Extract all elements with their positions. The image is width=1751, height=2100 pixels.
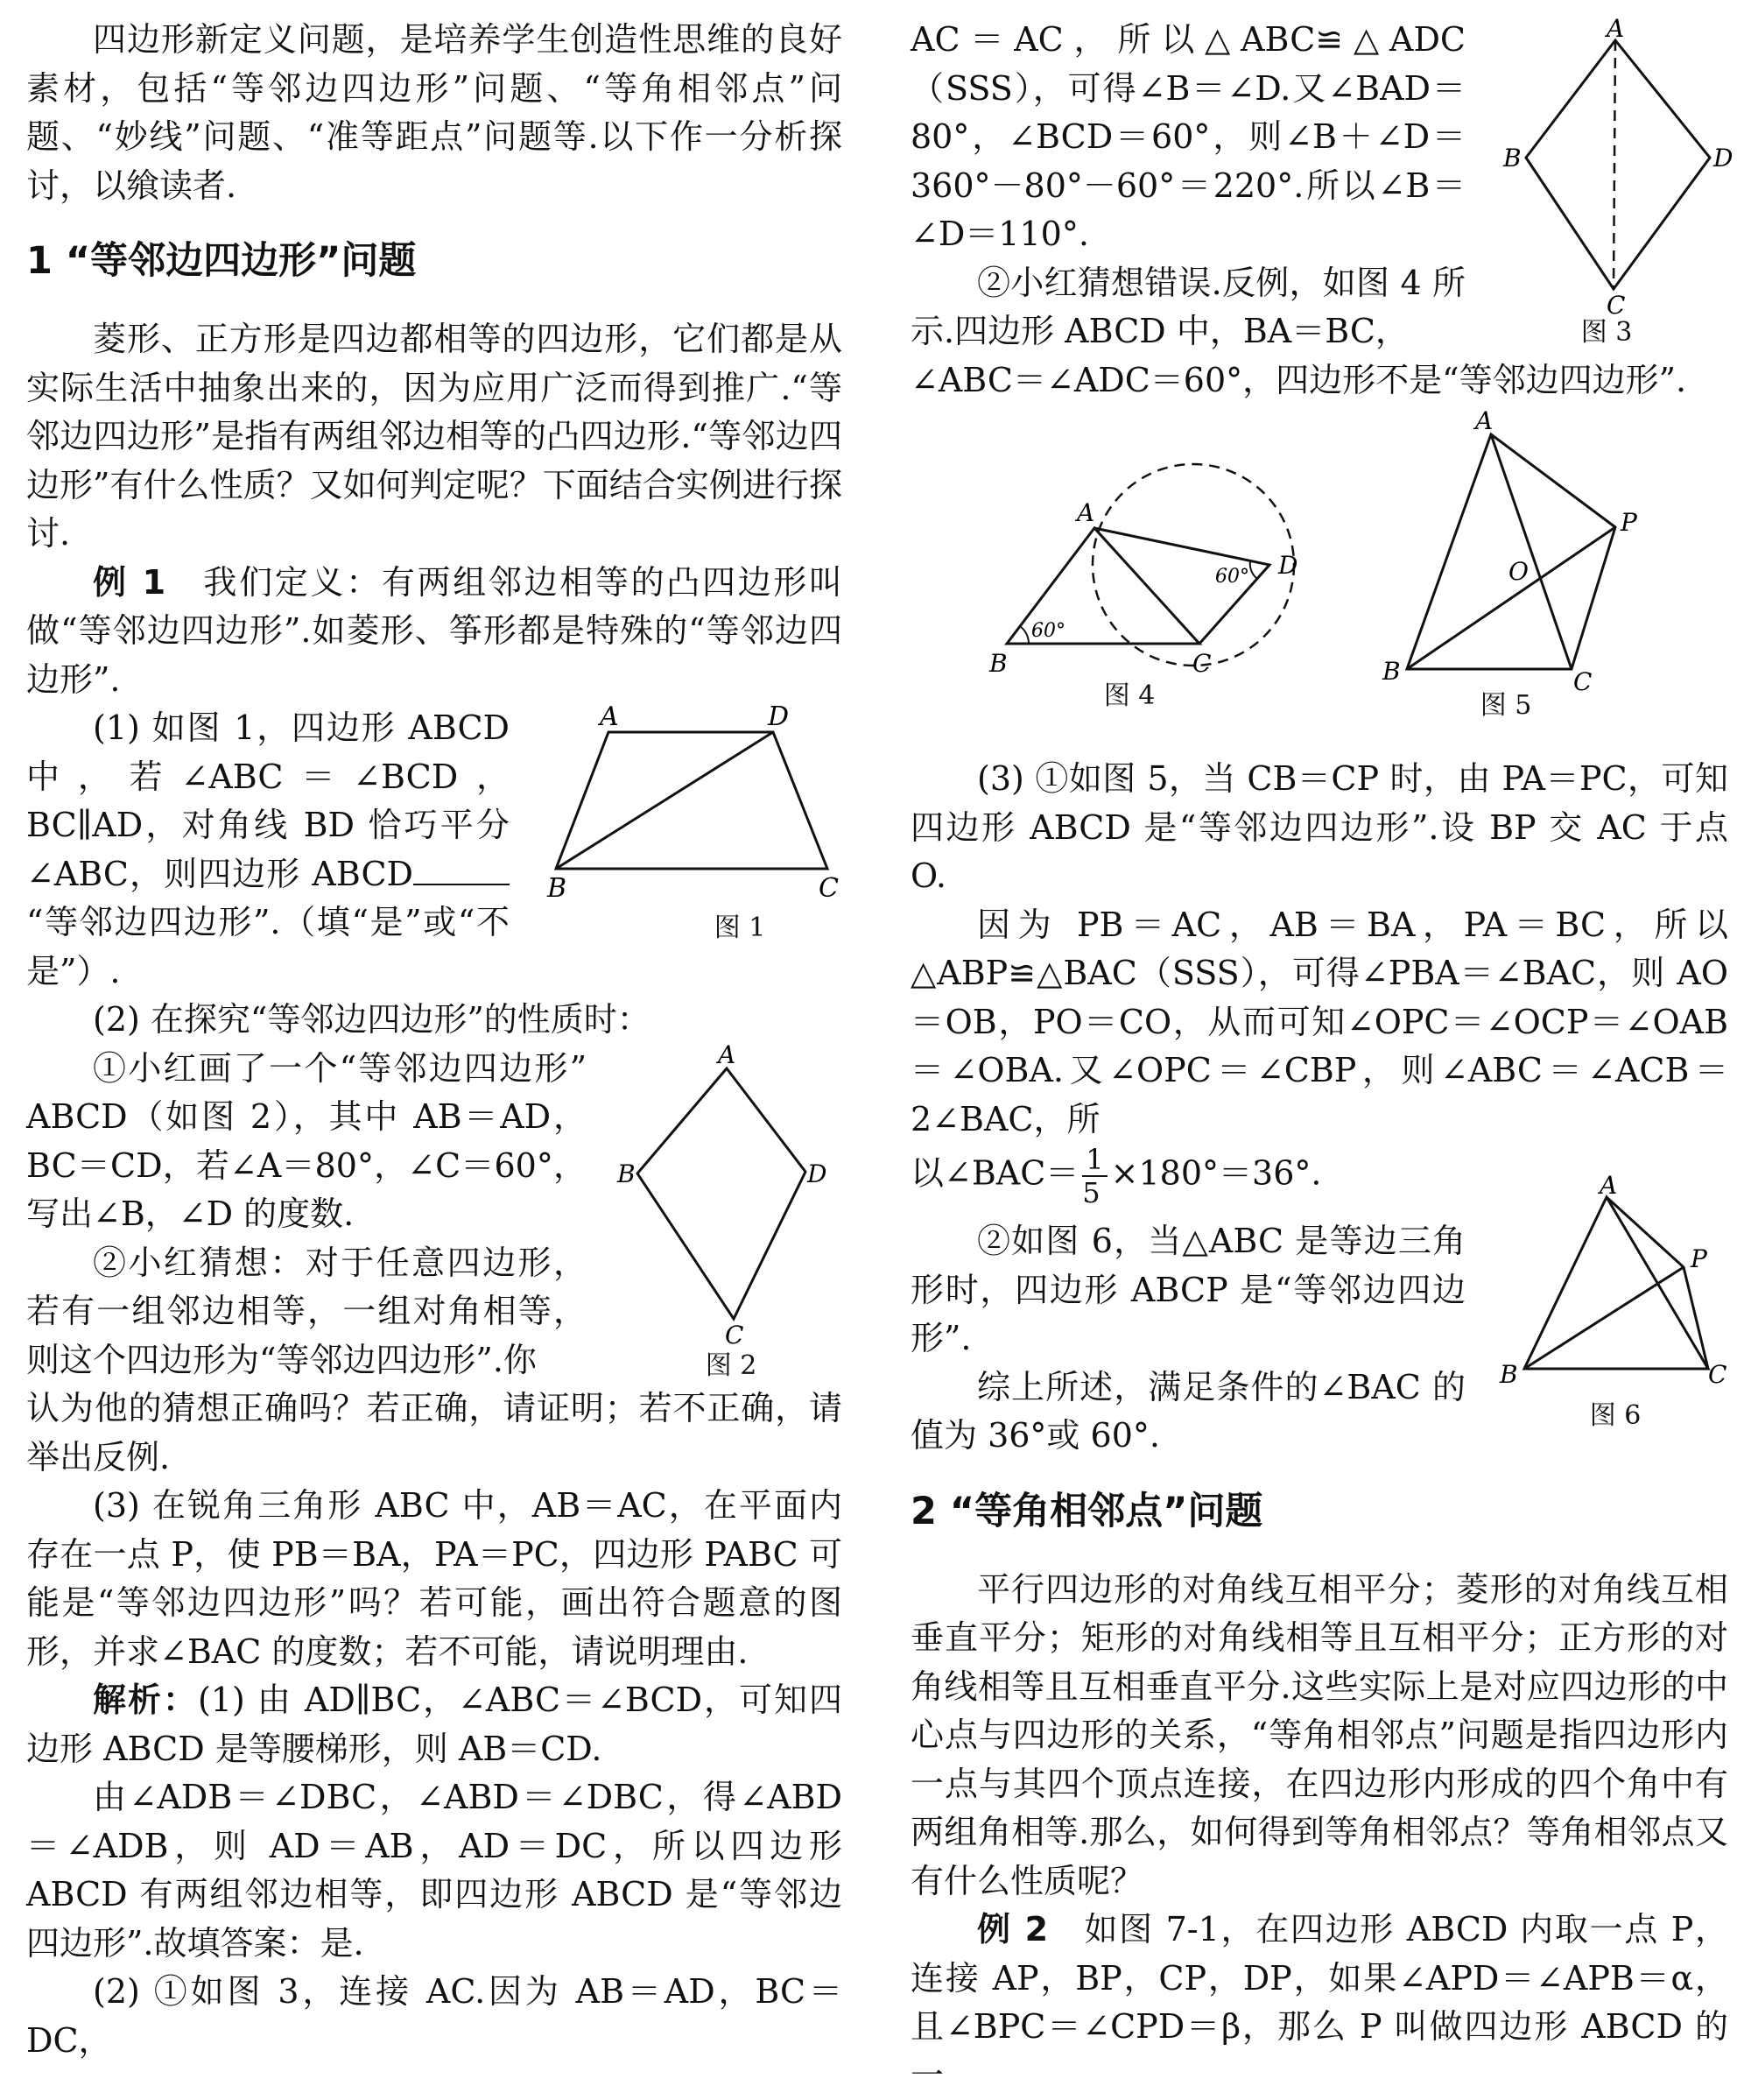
- fig4-angle-d: 60°: [1215, 566, 1249, 588]
- figure-1: [538, 701, 906, 944]
- figure-2-caption: 图 2: [705, 1350, 757, 1381]
- figure-3-diagram: [1501, 14, 1738, 320]
- counterexample-text-cont: ∠ABC＝∠ADC＝60°，四边形不是“等邻边四边形”.: [911, 360, 1687, 399]
- fig5-label-a: A: [1475, 406, 1494, 435]
- figure-5-diagram: [1379, 406, 1642, 696]
- figure-3: [1501, 14, 1738, 349]
- question-2-part-2-cont: 认为他的猜想正确吗？若正确，请证明；若不正确，请举出反例.: [26, 1389, 842, 1476]
- question-1: [26, 704, 510, 996]
- fraction: [1082, 1144, 1107, 1209]
- figure-6: [1493, 1171, 1738, 1432]
- figure-6-diagram: [1493, 1171, 1729, 1389]
- figure-5-caption: 图 5: [1480, 690, 1532, 721]
- solution-label: 解析：: [93, 1681, 198, 1719]
- fig5-label-c: C: [1573, 667, 1593, 696]
- figure-4-caption: 图 4: [1103, 680, 1156, 711]
- summary-text: 综上所述，满足条件的∠BAC 的值为 36°或 60°.: [911, 1367, 1466, 1455]
- fig1-label-a: A: [600, 701, 619, 732]
- fig2-label-d: D: [807, 1159, 827, 1188]
- fig5-label-o: O: [1508, 557, 1529, 586]
- figure-6-caption: 图 6: [1589, 1400, 1642, 1431]
- fig2-label-a: A: [718, 1040, 736, 1069]
- question-3: (3) 在锐角三角形 ABC 中，AB＝AC，在平面内存在一点 P，使 PB＝BA，PA＝PC，四边形 PABC 可能是“等邻边四边形”吗？若可能，画出符合题意的图形，并求∠BAC 的度数；若不可能，请说明理由.: [26, 1486, 842, 1671]
- fraction-denominator: 5: [1082, 1176, 1101, 1209]
- fig6-label-b: B: [1500, 1360, 1518, 1389]
- example-2-label: 例 2: [977, 1910, 1049, 1948]
- section-2-heading: 2 “等角相邻点”问题: [911, 1489, 1263, 1533]
- example-2-statement: [911, 1906, 1728, 2100]
- solution-2: 由∠ADB＝∠DBC，∠ABD＝∠DBC，得∠ABD＝∠ADB，则 AD＝AB，AD＝DC，所以四边形 ABCD 有两组邻边相等，即四边形 ABCD 是“等邻边四边形”.故填答案：是.: [26, 1778, 842, 1963]
- fig4-label-d: D: [1278, 551, 1298, 580]
- question-2-part-2: ②小红猜想：对于任意四边形，若有一组邻边相等，一组对角相等，则这个四边形为“等邻边四边形”.你: [26, 1243, 587, 1379]
- question-2: (2) 在探究“等邻边四边形”的性质时：: [93, 1000, 650, 1039]
- fig5-label-b: B: [1382, 657, 1401, 686]
- figure-4: [989, 486, 1322, 712]
- fig2-label-c: C: [725, 1321, 744, 1349]
- question-2-part-1: ①小红画了一个“等邻边四边形” ABCD（如图 2），其中 AB＝AD，BC＝CD，若∠A＝80°，∠C＝60°，写出∠B，∠D 的度数.: [26, 1048, 587, 1233]
- fig3-label-a: A: [1607, 14, 1625, 43]
- solution-part-3-proof: 因为 PB＝AC，AB＝BA，PA＝BC，所以△ABP≌△BAC（SSS），可得∠PBA＝∠BAC，则 AO＝OB，PO＝CO，从而可知∠OPC＝∠OCP＝∠OAB＝∠OBA.又∠OPC＝∠CBP，则∠ABC＝∠ACB＝2∠BAC，所: [911, 905, 1728, 1138]
- section-1-heading: 1 “等邻边四边形”问题: [26, 239, 417, 283]
- section-2-paragraph: 平行四边形的对角线互相平分；菱形的对角线互相垂直平分；矩形的对角线相等且互相平分；正方形的对角线相等且互相垂直平分.这些实际上是对应四边形的中心点与四边形的关系，“等角相邻点”问题是指四边形内一点与其四个顶点连接，在四边形内形成的四个角中有两组角相等.那么，如何得到等角相邻点？等角相邻点又有什么性质呢？: [911, 1569, 1728, 1900]
- fig4-angle-b: 60°: [1031, 620, 1065, 642]
- figure-2-diagram: [613, 1040, 827, 1349]
- fig4-label-a: A: [1077, 498, 1095, 527]
- figure-3-caption: 图 3: [1580, 317, 1633, 348]
- result-prefix: 以∠BAC＝: [911, 1153, 1079, 1193]
- fig3-label-b: B: [1503, 144, 1522, 173]
- fraction-numerator: 1: [1082, 1144, 1107, 1177]
- result-suffix: ×180°＝36°.: [1110, 1153, 1322, 1193]
- fig6-label-c: C: [1708, 1360, 1727, 1389]
- solution-1: [26, 1676, 842, 1773]
- fig1-label-b: B: [547, 873, 567, 904]
- figure-5: [1379, 406, 1642, 722]
- figure-1-caption: 图 1: [714, 913, 766, 943]
- example-1-text: 我们定义：有两组邻边相等的凸四边形叫做“等邻边四边形”.如菱形、筝形都是特殊的“等邻边四边形”.: [26, 562, 842, 699]
- question-1-text: (1) 如图 1，四边形 ABCD 中，若∠ABC＝∠BCD，BC∥AD，对角线 BD 恰巧平分∠ABC，则四边形 ABCD: [26, 708, 510, 893]
- answer-blank[interactable]: [413, 854, 510, 885]
- fig5-label-p: P: [1621, 508, 1637, 537]
- figure-2: [613, 1040, 832, 1382]
- solution-3-cont: AC＝AC，所以△ABC≌△ADC（SSS），可得∠B＝∠D.又∠BAD＝80°，∠BCD＝60°，则∠B＋∠D＝360°－80°－60°＝220°.所以∠B＝∠D＝110°.: [911, 20, 1466, 253]
- counterexample-text: ②小红猜想错误.反例，如图 4 所示.四边形 ABCD 中，BA＝BC，: [911, 263, 1466, 350]
- fig6-label-a: A: [1600, 1171, 1618, 1200]
- fig2-label-b: B: [617, 1159, 636, 1188]
- fig4-label-c: C: [1192, 649, 1212, 678]
- example-1-label: 例 1: [93, 562, 166, 602]
- solution-equilateral: ②如图 6，当△ABC 是等边三角形时，四边形 ABCP 是“等邻边四边形”.: [911, 1222, 1466, 1357]
- intro-paragraph: 四边形新定义问题，是培养学生创造性思维的良好素材，包括“等邻边四边形”问题、“等角相邻点”问题、“妙线”问题、“准等距点”问题等.以下作一分析探讨，以飨读者.: [26, 20, 842, 205]
- solution-part-3: (3) ①如图 5，当 CB＝CP 时，由 PA＝PC，可知四边形 ABCD 是“等邻边四边形”.设 BP 交 AC 于点 O.: [911, 759, 1728, 895]
- solution-3: (2) ①如图 3，连接 AC.因为 AB＝AD，BC＝DC，: [26, 1972, 842, 2060]
- section-1-paragraph: 菱形、正方形是四边都相等的四边形，它们都是从实际生活中抽象出来的，因为应用广泛而得到推广.“等邻边四边形”是指有两组邻边相等的凸四边形.“等邻边四边形”有什么性质？又如何判定呢？下面结合实例进行探讨.: [26, 320, 842, 553]
- fig6-label-p: P: [1691, 1244, 1707, 1273]
- example-1-statement: [26, 559, 842, 705]
- fig3-label-c: C: [1607, 291, 1626, 320]
- solution-1-text: (1) 由 AD∥BC，∠ABC＝∠BCD，可知四边形 ABCD 是等腰梯形，则 AB＝CD.: [26, 1681, 842, 1768]
- figure-1-diagram: [538, 701, 871, 902]
- fig3-label-d: D: [1713, 144, 1733, 173]
- question-1-tail: “等邻边四边形”.（填“是”或“不是”）.: [26, 903, 510, 990]
- fig1-label-d: D: [768, 701, 790, 732]
- figure-4-diagram: [989, 486, 1322, 678]
- example-2-text: 如图 7-1，在四边形 ABCD 内取一点 P，连接 AP，BP，CP，DP，如果∠APD＝∠APB＝α，且∠BPC＝∠CPD＝β，那么 P 叫做四边形 ABCD 的一: [911, 1910, 1728, 2095]
- fig1-label-c: C: [819, 873, 839, 904]
- fig4-label-b: B: [989, 649, 1008, 678]
